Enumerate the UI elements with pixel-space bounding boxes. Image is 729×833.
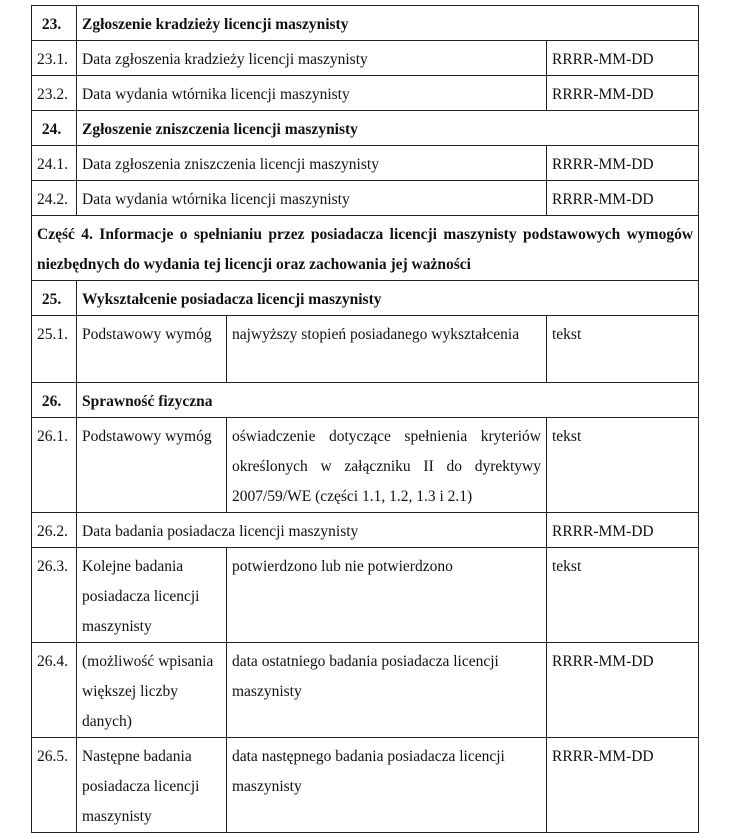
row-format: RRRR-MM-DD <box>547 738 699 833</box>
row-description: oświadczenie dotyczące spełnienia kryteriów określonych w załączniku II do dyrektywy 2007/59/WE (części 1.1, 1.2, 1.3 i 2.1) <box>227 418 547 513</box>
row-number: 26.1. <box>32 418 77 513</box>
row-label: (możliwość wpisania większej liczby danych) <box>77 643 227 738</box>
row-description: potwierdzono lub nie potwierdzono <box>227 548 547 643</box>
row-format: RRRR-MM-DD <box>547 643 699 738</box>
row-format: RRRR-MM-DD <box>547 41 699 76</box>
row-format: tekst <box>547 418 699 513</box>
row-number: 26.4. <box>32 643 77 738</box>
table-row-24-1 <box>32 146 699 181</box>
row-description: Data wydania wtórnika licencji maszynisty <box>77 181 547 216</box>
row-description: Data wydania wtórnika licencji maszynisty <box>77 76 547 111</box>
row-number: 26.5. <box>32 738 77 833</box>
row-label: Podstawowy wymóg <box>77 418 227 513</box>
row-format: RRRR-MM-DD <box>547 181 699 216</box>
table-row-23-2 <box>32 76 699 111</box>
section-title: Zgłoszenie zniszczenia licencji maszynisty <box>77 111 699 146</box>
row-label: Podstawowy wymóg <box>77 316 227 383</box>
table-row-26-4 <box>32 643 699 738</box>
row-format: tekst <box>547 548 699 643</box>
part-4-heading: Część 4. Informacje o spełnianiu przez posiadacza licencji maszynisty podstawowych wymogów niezbędnych do wydania tej licencji oraz zachowania jej ważności <box>32 216 699 281</box>
license-data-table <box>31 5 699 833</box>
row-description: Data badania posiadacza licencji maszynisty <box>77 513 547 548</box>
row-description: Data zgłoszenia zniszczenia licencji maszynisty <box>77 146 547 181</box>
row-number: 25.1. <box>32 316 77 383</box>
row-description: data ostatniego badania posiadacza licencji maszynisty <box>227 643 547 738</box>
section-row-23 <box>32 6 699 41</box>
row-format: RRRR-MM-DD <box>547 76 699 111</box>
part-4-heading-row <box>32 216 699 281</box>
row-number: 24. <box>32 111 77 146</box>
row-number: 26.2. <box>32 513 77 548</box>
section-title: Wykształcenie posiadacza licencji maszynisty <box>77 281 699 316</box>
row-number: 23.1. <box>32 41 77 76</box>
table-row-26-2 <box>32 513 699 548</box>
row-format: RRRR-MM-DD <box>547 146 699 181</box>
row-description: data następnego badania posiadacza licencji maszynisty <box>227 738 547 833</box>
section-row-24 <box>32 111 699 146</box>
row-number: 23. <box>32 6 77 41</box>
section-title: Sprawność fizyczna <box>77 383 699 418</box>
row-description: Data zgłoszenia kradzieży licencji maszynisty <box>77 41 547 76</box>
row-number: 24.1. <box>32 146 77 181</box>
row-format: RRRR-MM-DD <box>547 513 699 548</box>
table-row-26-1 <box>32 418 699 513</box>
row-label: Kolejne badania posiadacza licencji maszynisty <box>77 548 227 643</box>
row-label: Następne badania posiadacza licencji maszynisty <box>77 738 227 833</box>
row-number: 26.3. <box>32 548 77 643</box>
document-page <box>31 5 699 833</box>
row-number: 25. <box>32 281 77 316</box>
table-row-26-3 <box>32 548 699 643</box>
table-row-26-5 <box>32 738 699 833</box>
row-description: najwyższy stopień posiadanego wykształcenia <box>227 316 547 383</box>
section-row-25 <box>32 281 699 316</box>
row-format: tekst <box>547 316 699 383</box>
table-row-25-1 <box>32 316 699 383</box>
row-number: 26. <box>32 383 77 418</box>
section-title: Zgłoszenie kradzieży licencji maszynisty <box>77 6 699 41</box>
table-row-23-1 <box>32 41 699 76</box>
row-number: 24.2. <box>32 181 77 216</box>
table-row-24-2 <box>32 181 699 216</box>
row-number: 23.2. <box>32 76 77 111</box>
section-row-26 <box>32 383 699 418</box>
